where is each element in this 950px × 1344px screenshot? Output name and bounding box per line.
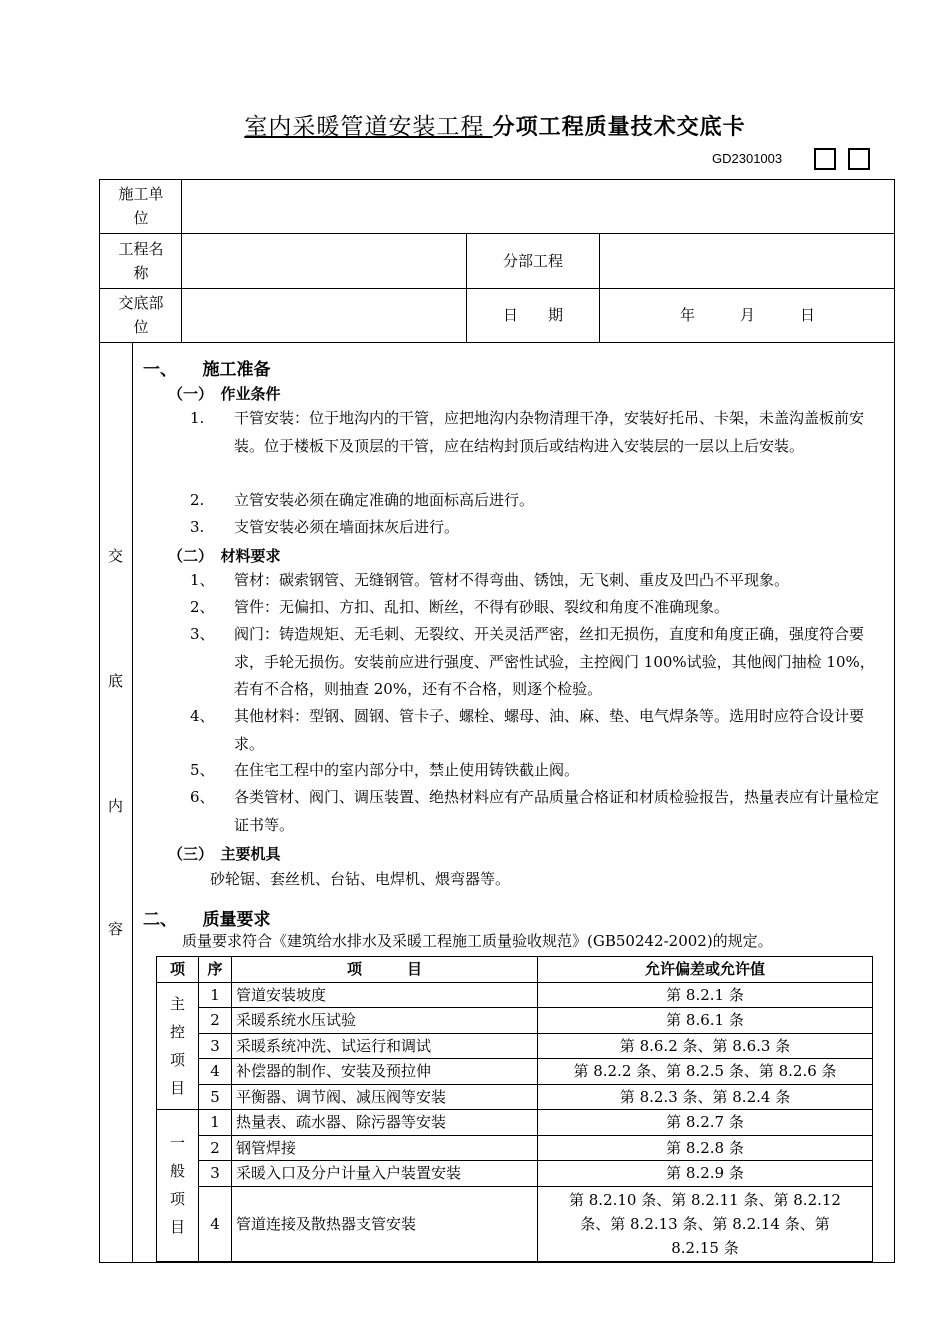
table-row xyxy=(157,1033,873,1059)
quality-intro: 质量要求符合《建筑给水排水及采暖工程施工质量验收规范》(GB50242-2002)的规定。 xyxy=(182,932,773,950)
table-row xyxy=(157,1135,873,1161)
row-number: 5 xyxy=(199,1084,232,1110)
row-item: 采暖系统冲洗、试运行和调试 xyxy=(232,1033,538,1059)
row-number: 1 xyxy=(199,982,232,1008)
row-item: 钢管焊接 xyxy=(232,1135,538,1161)
subsection-heading: （三） 主要机具 xyxy=(168,845,281,863)
item-text: 各类管材、阀门、调压装置、绝热材料应有产品质量合格证和材质检验报告，热量表应有计量检定证书等。 xyxy=(234,788,880,834)
checkbox-1[interactable] xyxy=(814,148,836,170)
item-number: 3. xyxy=(190,518,205,536)
division-label: 分部工程 xyxy=(502,252,563,270)
row-number: 4 xyxy=(199,1059,232,1085)
item-number: 5、 xyxy=(190,761,215,779)
item-text: 在住宅工程中的室内部分中，禁止使用铸铁截止阀。 xyxy=(234,761,580,779)
row-value: 第 8.2.1 条 xyxy=(538,982,873,1008)
row-value: 第 8.2.7 条 xyxy=(538,1110,873,1136)
project-name-label: 工程名称 xyxy=(118,240,164,282)
row-item: 补偿器的制作、安装及预拉伸 xyxy=(232,1059,538,1085)
header-cell: 项 xyxy=(157,957,199,983)
item-text: 管件：无偏扣、方扣、乱扣、断丝，不得有砂眼、裂纹和角度不准确现象。 xyxy=(234,598,730,616)
row-number: 4 xyxy=(199,1186,232,1261)
side-label-char: 内 xyxy=(107,797,123,815)
header-cell: 允许偏差或允许值 xyxy=(538,957,873,983)
table-row xyxy=(157,1059,873,1085)
divider xyxy=(99,342,895,343)
row-item: 平衡器、调节阀、减压阀等安装 xyxy=(232,1084,538,1110)
row-value: 第 8.2.3 条、第 8.2.4 条 xyxy=(538,1084,873,1110)
row-number: 1 xyxy=(199,1110,232,1136)
tools-text: 砂轮锯、套丝机、台钻、电焊机、煨弯器等。 xyxy=(210,870,511,888)
title-suffix: 分项工程质量技术交底卡 xyxy=(492,115,746,140)
item-number: 1、 xyxy=(190,571,215,589)
checkbox-2[interactable] xyxy=(848,148,870,170)
row-number: 3 xyxy=(199,1033,232,1059)
section-heading: 一、 施工准备 xyxy=(143,360,271,380)
divider xyxy=(132,342,133,1263)
row-number: 2 xyxy=(199,1135,232,1161)
table-row xyxy=(157,1110,873,1136)
group-label xyxy=(157,982,199,1110)
row-item: 采暖入口及分户计量入户装置安装 xyxy=(232,1161,538,1187)
side-label-char: 底 xyxy=(107,672,123,690)
handover-part-label: 交底部位 xyxy=(118,294,164,336)
row-item: 采暖系统水压试验 xyxy=(232,1008,538,1034)
divider xyxy=(99,288,895,289)
row-number: 3 xyxy=(199,1161,232,1187)
subsection-heading: （一） 作业条件 xyxy=(168,385,281,403)
item-number: 4、 xyxy=(190,707,215,725)
item-number: 6、 xyxy=(190,788,215,806)
item-text: 干管安装：位于地沟内的干管，应把地沟内杂物清理干净，安装好托吊、卡架，未盖沟盖板前安装。位于楼板下及顶层的干管，应在结构封顶后或结构进入安装层的一层以上后安装。 xyxy=(234,409,865,455)
title-project: 室内采暖管道安装工程 xyxy=(244,114,493,140)
group-label-text: 主 控 项 目 xyxy=(169,994,185,1097)
item-number: 3、 xyxy=(190,625,215,643)
item-number: 2、 xyxy=(190,598,215,616)
page-title xyxy=(0,108,950,141)
row-value: 第 8.2.2 条、第 8.2.5 条、第 8.2.6 条 xyxy=(538,1059,873,1085)
item-number: 2. xyxy=(190,491,205,509)
row-item: 热量表、疏水器、除污器等安装 xyxy=(232,1110,538,1136)
divider xyxy=(181,179,182,342)
side-label-char: 交 xyxy=(107,547,123,565)
quality-table xyxy=(156,956,873,1262)
divider xyxy=(99,233,895,234)
section-heading: 二、 质量要求 xyxy=(143,910,271,930)
construction-unit-label: 施工单位 xyxy=(118,185,164,227)
table-row xyxy=(157,1084,873,1110)
group-label xyxy=(157,1110,199,1262)
item-text: 支管安装必须在墙面抹灰后进行。 xyxy=(234,518,460,536)
row-value: 第 8.2.8 条 xyxy=(538,1135,873,1161)
row-value: 第 8.2.10 条、第 8.2.11 条、第 8.2.12 条、第 8.2.13 条、第 8.2.14 条、第 8.2.15 条 xyxy=(538,1186,873,1261)
table-row xyxy=(157,982,873,1008)
table-header-row xyxy=(157,957,873,983)
item-text: 其他材料：型钢、圆钢、管卡子、螺栓、螺母、油、麻、垫、电气焊条等。选用时应符合设计要求。 xyxy=(234,707,865,753)
table-row xyxy=(157,1161,873,1187)
item-number: 1. xyxy=(190,409,205,427)
row-number: 2 xyxy=(199,1008,232,1034)
item-text: 管材：碳索钢管、无缝钢管。管材不得弯曲、锈蚀，无飞刺、重皮及凹凸不平现象。 xyxy=(234,571,790,589)
subsection-heading: （二） 材料要求 xyxy=(168,547,281,565)
row-item: 管道连接及散热器支管安装 xyxy=(232,1186,538,1261)
group-label-text: 一 般 项 目 xyxy=(169,1134,185,1237)
side-label-char: 容 xyxy=(107,920,123,938)
item-text: 立管安装必须在确定准确的地面标高后进行。 xyxy=(234,491,535,509)
row-item: 管道安装坡度 xyxy=(232,982,538,1008)
row-value: 第 8.6.2 条、第 8.6.3 条 xyxy=(538,1033,873,1059)
header-cell: 项 目 xyxy=(232,957,538,983)
table-row xyxy=(157,1008,873,1034)
date-label: 日 期 xyxy=(502,306,563,324)
item-text: 阀门：铸造规矩、无毛刺、无裂纹、开关灵活严密，丝扣无损伤，直度和角度正确，强度符合要求，手轮无损伤。安装前应进行强度、严密性试验，主控阀门 100%试验，其他阀门抽检 10%，若有不合格，则抽查 20%，还有不合格，则逐个检验。 xyxy=(234,625,875,698)
date-value: 年 月 日 xyxy=(679,306,815,324)
header-cell: 序 xyxy=(199,957,232,983)
row-value: 第 8.2.9 条 xyxy=(538,1161,873,1187)
table-row xyxy=(157,1186,873,1261)
row-value: 第 8.6.1 条 xyxy=(538,1008,873,1034)
document-code: GD2301003 xyxy=(712,151,783,166)
